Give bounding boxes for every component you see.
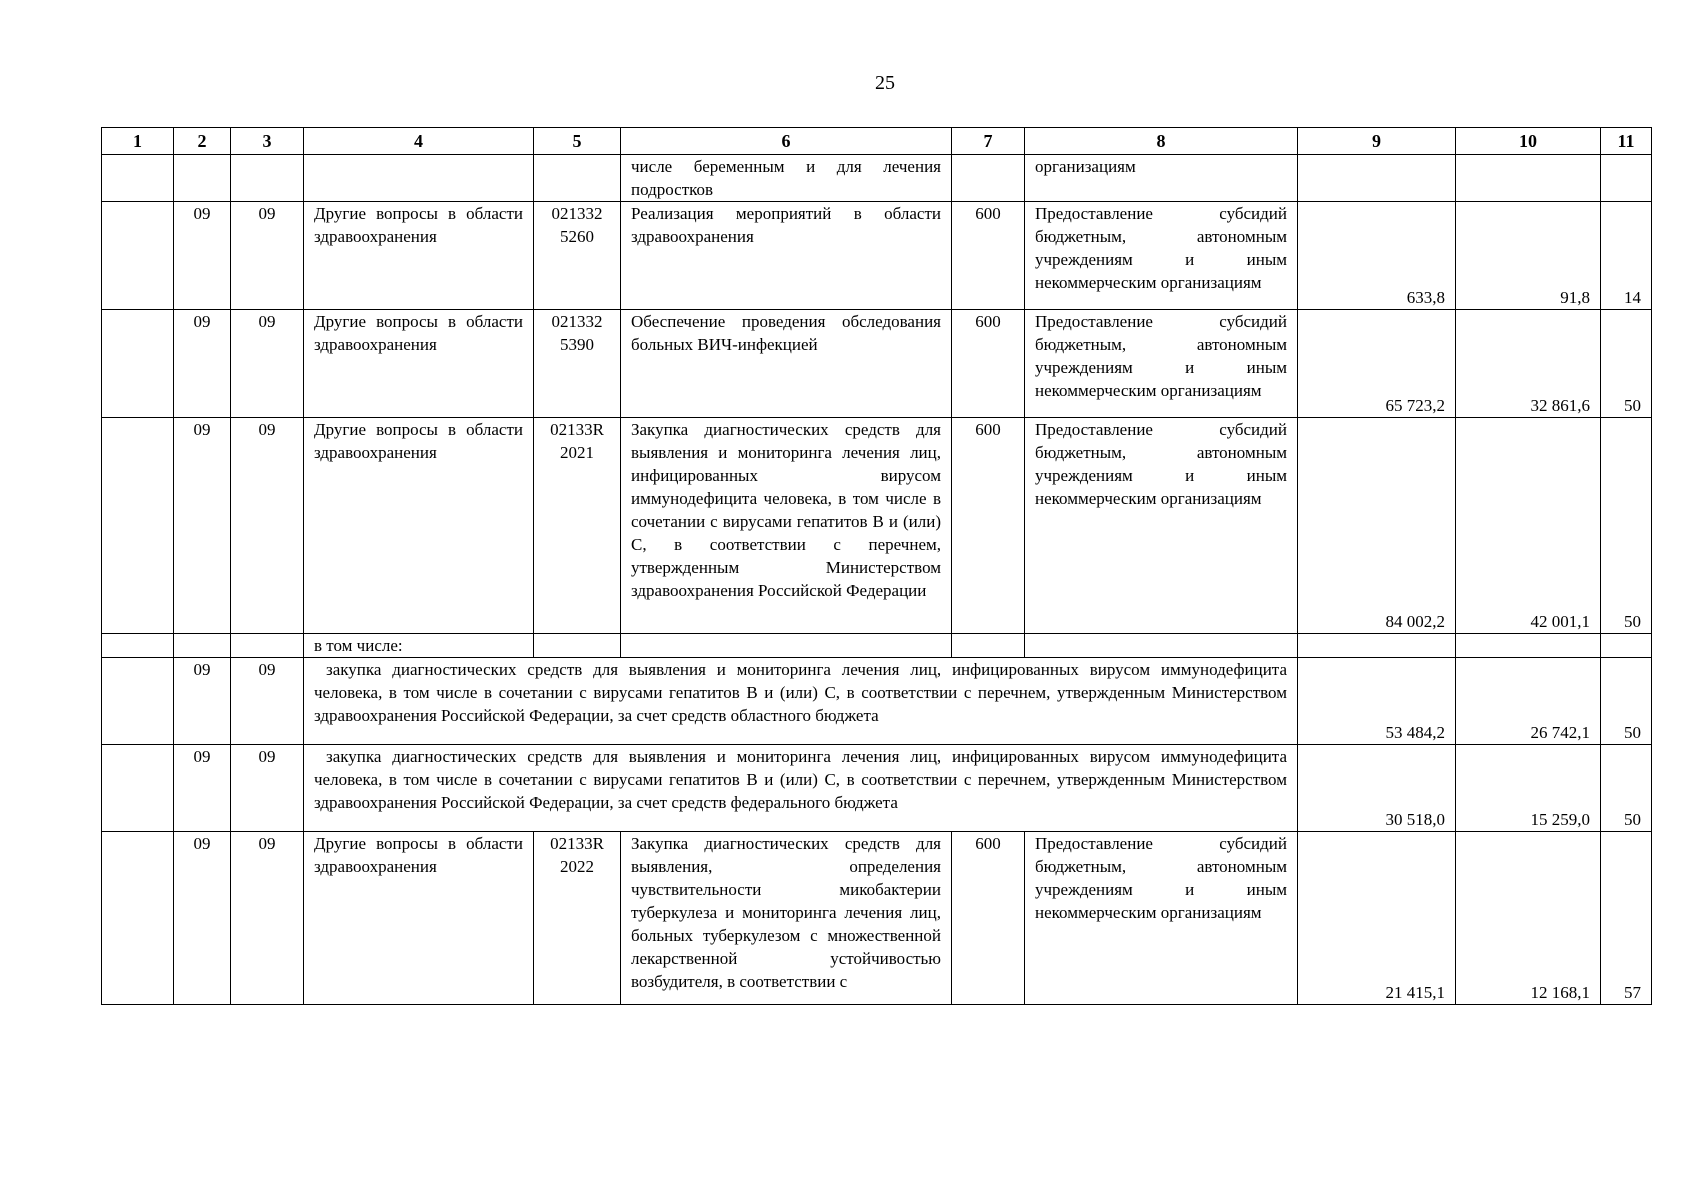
cell-target-code [534, 155, 621, 202]
table-row [102, 155, 1652, 202]
cell-col1 [102, 658, 174, 745]
column-header-10: 10 [1456, 128, 1601, 155]
column-header-7: 7 [952, 128, 1025, 155]
cell-amount: 84 002,2 [1298, 418, 1456, 634]
cell-percent: 14 [1601, 202, 1652, 310]
column-header-3: 3 [231, 128, 304, 155]
cell-target-name [621, 634, 952, 658]
cell-col1 [102, 832, 174, 1005]
cell-amount-cofinance: 91,8 [1456, 202, 1601, 310]
cell-target-name: Закупка диагностических средств для выявления и мониторинга лечения лиц, инфицированных вирусом иммунодефицита человека, в том числе в сочетании с вирусами гепатитов B и (или) C, в соответствии с перечнем, утвержденным Министерством здравоохранения Российской Федерации [621, 418, 952, 634]
cell-amount [1298, 634, 1456, 658]
cell-expense-name: Предоставление субсидий бюджетным, автономным учреждениям и иным некоммерческим организациям [1025, 310, 1298, 418]
cell-percent: 50 [1601, 745, 1652, 832]
column-header-1: 1 [102, 128, 174, 155]
cell-percent: 50 [1601, 418, 1652, 634]
cell-expense-type: 600 [952, 418, 1025, 634]
cell-section: 09 [174, 202, 231, 310]
cell-expense-name: Предоставление субсидий бюджетным, автономным учреждениям и иным некоммерческим организациям [1025, 202, 1298, 310]
cell-target-code: 02133R 2021 [534, 418, 621, 634]
cell-target-code: 021332 5260 [534, 202, 621, 310]
cell-subsection: 09 [231, 658, 304, 745]
table-row [102, 634, 1652, 658]
cell-amount: 53 484,2 [1298, 658, 1456, 745]
cell-section: 09 [174, 832, 231, 1005]
cell-target-name: Обеспечение проведения обследования больных ВИЧ-инфекцией [621, 310, 952, 418]
cell-percent: 57 [1601, 832, 1652, 1005]
cell-subsection: 09 [231, 418, 304, 634]
cell-col1 [102, 745, 174, 832]
cell-amount-cofinance: 15 259,0 [1456, 745, 1601, 832]
cell-expense-type: 600 [952, 310, 1025, 418]
cell-section-name: Другие вопросы в области здравоохранения [304, 418, 534, 634]
cell-percent [1601, 155, 1652, 202]
table-row [102, 658, 1652, 745]
cell-expense-type [952, 634, 1025, 658]
cell-section-name: Другие вопросы в области здравоохранения [304, 832, 534, 1005]
cell-expense-type: 600 [952, 832, 1025, 1005]
column-header-2: 2 [174, 128, 231, 155]
cell-subsection: 09 [231, 745, 304, 832]
column-header-9: 9 [1298, 128, 1456, 155]
cell-section-name: в том числе: [304, 634, 534, 658]
cell-target-code: 02133R 2022 [534, 832, 621, 1005]
cell-percent: 50 [1601, 658, 1652, 745]
cell-expense-type: 600 [952, 202, 1025, 310]
cell-section-name [304, 155, 534, 202]
cell-amount-cofinance [1456, 634, 1601, 658]
table-row [102, 310, 1652, 418]
budget-table [101, 127, 1652, 1005]
cell-amount: 633,8 [1298, 202, 1456, 310]
header-row [102, 128, 1652, 155]
cell-amount-cofinance [1456, 155, 1601, 202]
cell-subsection: 09 [231, 310, 304, 418]
cell-subsection: 09 [231, 202, 304, 310]
cell-amount-cofinance: 26 742,1 [1456, 658, 1601, 745]
cell-section: 09 [174, 658, 231, 745]
cell-subsection [231, 634, 304, 658]
table-row [102, 202, 1652, 310]
cell-amount [1298, 155, 1456, 202]
cell-target-name: Закупка диагностических средств для выявления, определения чувствительности микобактерии туберкулеза и мониторинга лечения лиц, больных туберкулезом с множественной лекарственной устойчивостью возбудителя, в соответствии с [621, 832, 952, 1005]
cell-col1 [102, 202, 174, 310]
column-header-4: 4 [304, 128, 534, 155]
cell-section-name: Другие вопросы в области здравоохранения [304, 310, 534, 418]
cell-description-span: закупка диагностических средств для выявления и мониторинга лечения лиц, инфицированных вирусом иммунодефицита человека, в том числе в сочетании с вирусами гепатитов B и (или) C, в соответствии с перечнем, утвержденным Министерством здравоохранения Российской Федерации, за счет средств федерального бюджета [304, 745, 1298, 832]
column-header-6: 6 [621, 128, 952, 155]
column-header-8: 8 [1025, 128, 1298, 155]
cell-section [174, 155, 231, 202]
cell-target-code: 021332 5390 [534, 310, 621, 418]
cell-percent [1601, 634, 1652, 658]
cell-description-span: закупка диагностических средств для выявления и мониторинга лечения лиц, инфицированных вирусом иммунодефицита человека, в том числе в сочетании с вирусами гепатитов B и (или) C, в соответствии с перечнем, утвержденным Министерством здравоохранения Российской Федерации, за счет средств областного бюджета [304, 658, 1298, 745]
table-row [102, 832, 1652, 1005]
cell-percent: 50 [1601, 310, 1652, 418]
cell-expense-name: Предоставление субсидий бюджетным, автономным учреждениям и иным некоммерческим организациям [1025, 832, 1298, 1005]
cell-amount-cofinance: 12 168,1 [1456, 832, 1601, 1005]
column-header-5: 5 [534, 128, 621, 155]
cell-col1 [102, 310, 174, 418]
cell-col1 [102, 155, 174, 202]
cell-section [174, 634, 231, 658]
cell-amount-cofinance: 32 861,6 [1456, 310, 1601, 418]
cell-subsection [231, 155, 304, 202]
cell-amount: 65 723,2 [1298, 310, 1456, 418]
cell-col1 [102, 418, 174, 634]
cell-amount: 30 518,0 [1298, 745, 1456, 832]
cell-expense-name: организациям [1025, 155, 1298, 202]
cell-amount-cofinance: 42 001,1 [1456, 418, 1601, 634]
cell-expense-type [952, 155, 1025, 202]
cell-amount: 21 415,1 [1298, 832, 1456, 1005]
cell-target-name: числе беременным и для лечения подростков [621, 155, 952, 202]
cell-expense-name [1025, 634, 1298, 658]
cell-col1 [102, 634, 174, 658]
cell-section: 09 [174, 418, 231, 634]
page-number: 25 [875, 72, 895, 94]
cell-target-name: Реализация мероприятий в области здравоохранения [621, 202, 952, 310]
table-row [102, 745, 1652, 832]
cell-expense-name: Предоставление субсидий бюджетным, автономным учреждениям и иным некоммерческим организациям [1025, 418, 1298, 634]
cell-section: 09 [174, 745, 231, 832]
column-header-11: 11 [1601, 128, 1652, 155]
cell-target-code [534, 634, 621, 658]
cell-subsection: 09 [231, 832, 304, 1005]
table-row [102, 418, 1652, 634]
cell-section: 09 [174, 310, 231, 418]
cell-section-name: Другие вопросы в области здравоохранения [304, 202, 534, 310]
